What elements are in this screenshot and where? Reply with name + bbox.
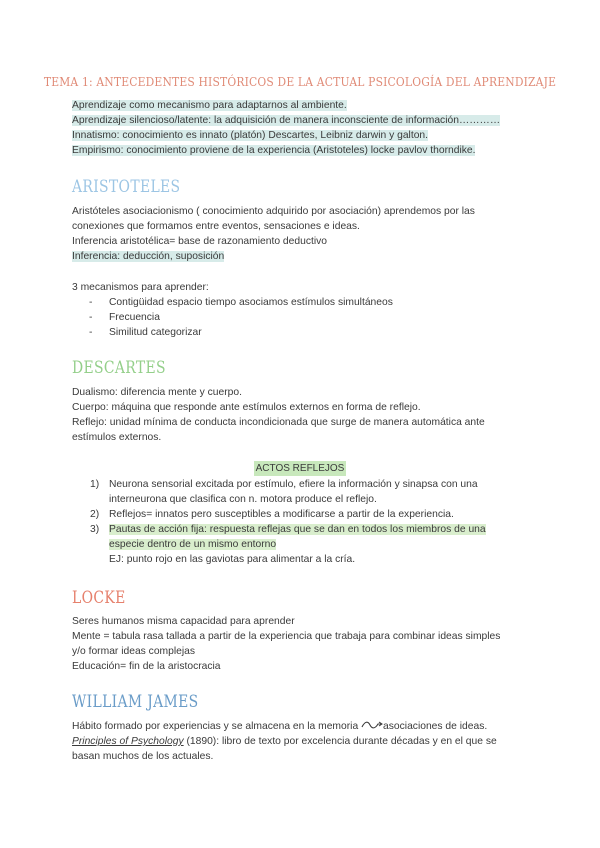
page-title: TEMA 1: ANTECEDENTES HISTÓRICOS DE LA ACTUAL PSICOLOGÍA DEL APRENDIZAJE <box>43 74 557 89</box>
aristoteles-section <box>72 204 532 264</box>
actos-reflejos-label: ACTOS REFLEJOS <box>255 463 345 474</box>
descartes-line: Reflejo: unidad mínima de conducta incondicionada que surge de manera automática ante <box>72 417 485 428</box>
descartes-line: Cuerpo: máquina que responde ante estímulos externos en forma de reflejo. <box>72 402 421 413</box>
locke-line: Mente = tabula rasa tallada a partir de la experiencia que trabaja para combinar ideas simples <box>72 631 501 642</box>
aristoteles-line: Inferencia: deducción, suposición <box>72 251 225 262</box>
mecanismos-list <box>72 295 393 340</box>
aristoteles-line: conexiones que formamos entre eventos, sensaciones e ideas. <box>72 221 360 232</box>
intro-line: Innatismo: conocimiento es innato (platón) Descartes, Leibniz darwin y galton. <box>72 130 429 141</box>
intro-line: Aprendizaje como mecanismo para adaptarnos al ambiente. <box>72 100 347 111</box>
wave-arrow-icon <box>361 720 383 730</box>
descartes-line: estímulos externos. <box>72 432 162 443</box>
aristoteles-line: Inferencia aristotélica= base de razonamiento deductivo <box>72 236 328 247</box>
locke-line: y/o formar ideas complejas <box>72 646 196 657</box>
list-item: - Contigüidad espacio tiempo asociamos estímulos simultáneos <box>89 297 393 308</box>
list-item: 2) Reflejos= innatos pero susceptibles a modificarse a partir de la experiencia. <box>90 509 454 520</box>
heading-locke: LOCKE <box>72 588 126 608</box>
descartes-line: Dualismo: diferencia mente y cuerpo. <box>72 387 242 398</box>
mecanismos-title: 3 mecanismos para aprender: <box>72 282 209 293</box>
list-item: - Similitud categorizar <box>89 327 202 338</box>
heading-william-james: WILLIAM JAMES <box>72 692 199 712</box>
james-section <box>72 719 532 764</box>
descartes-section <box>72 385 532 445</box>
intro-line: Aprendizaje silencioso/latente: la adquisición de manera inconsciente de información………… <box>72 115 501 126</box>
heading-aristoteles: ARISTOTELES <box>72 177 181 197</box>
locke-line: Educación= fin de la aristocracia <box>72 661 221 672</box>
list-item: 3) Pautas de acción fija: respuesta reflejas que se dan en todos los miembros de una especie dentro de un mismo entorno <box>90 524 486 550</box>
heading-descartes: DESCARTES <box>72 358 166 378</box>
aristoteles-line: Aristóteles asociacionismo ( conocimiento adquirido por asociación) aprendemos por las <box>72 206 475 217</box>
actos-reflejos-list <box>72 477 542 567</box>
book-title: Principles of Psychology <box>72 736 184 747</box>
intro-section <box>72 98 532 158</box>
example-line: EJ: punto rojo en las gaviotas para alimentar a la cría. <box>109 554 356 565</box>
james-line: Hábito formado por experiencias y se almacena en la memoria asociaciones de ideas. <box>72 721 488 732</box>
james-line: basan muchos de los actuales. <box>72 751 214 762</box>
locke-section <box>72 614 532 674</box>
list-item: - Frecuencia <box>89 312 160 323</box>
list-item: 1) Neurona sensorial excitada por estímulo, efiere la información y sinapsa con una interneurona que clasifica con n. motora produce el reflejo. <box>90 479 478 505</box>
locke-line: Seres humanos misma capacidad para aprender <box>72 616 295 627</box>
james-line: Principles of Psychology (1890): libro de texto por excelencia durante décadas y en el que se <box>72 736 497 747</box>
intro-line: Empirismo: conocimiento proviene de la experiencia (Aristoteles) locke pavlov thorndike. <box>72 145 476 156</box>
